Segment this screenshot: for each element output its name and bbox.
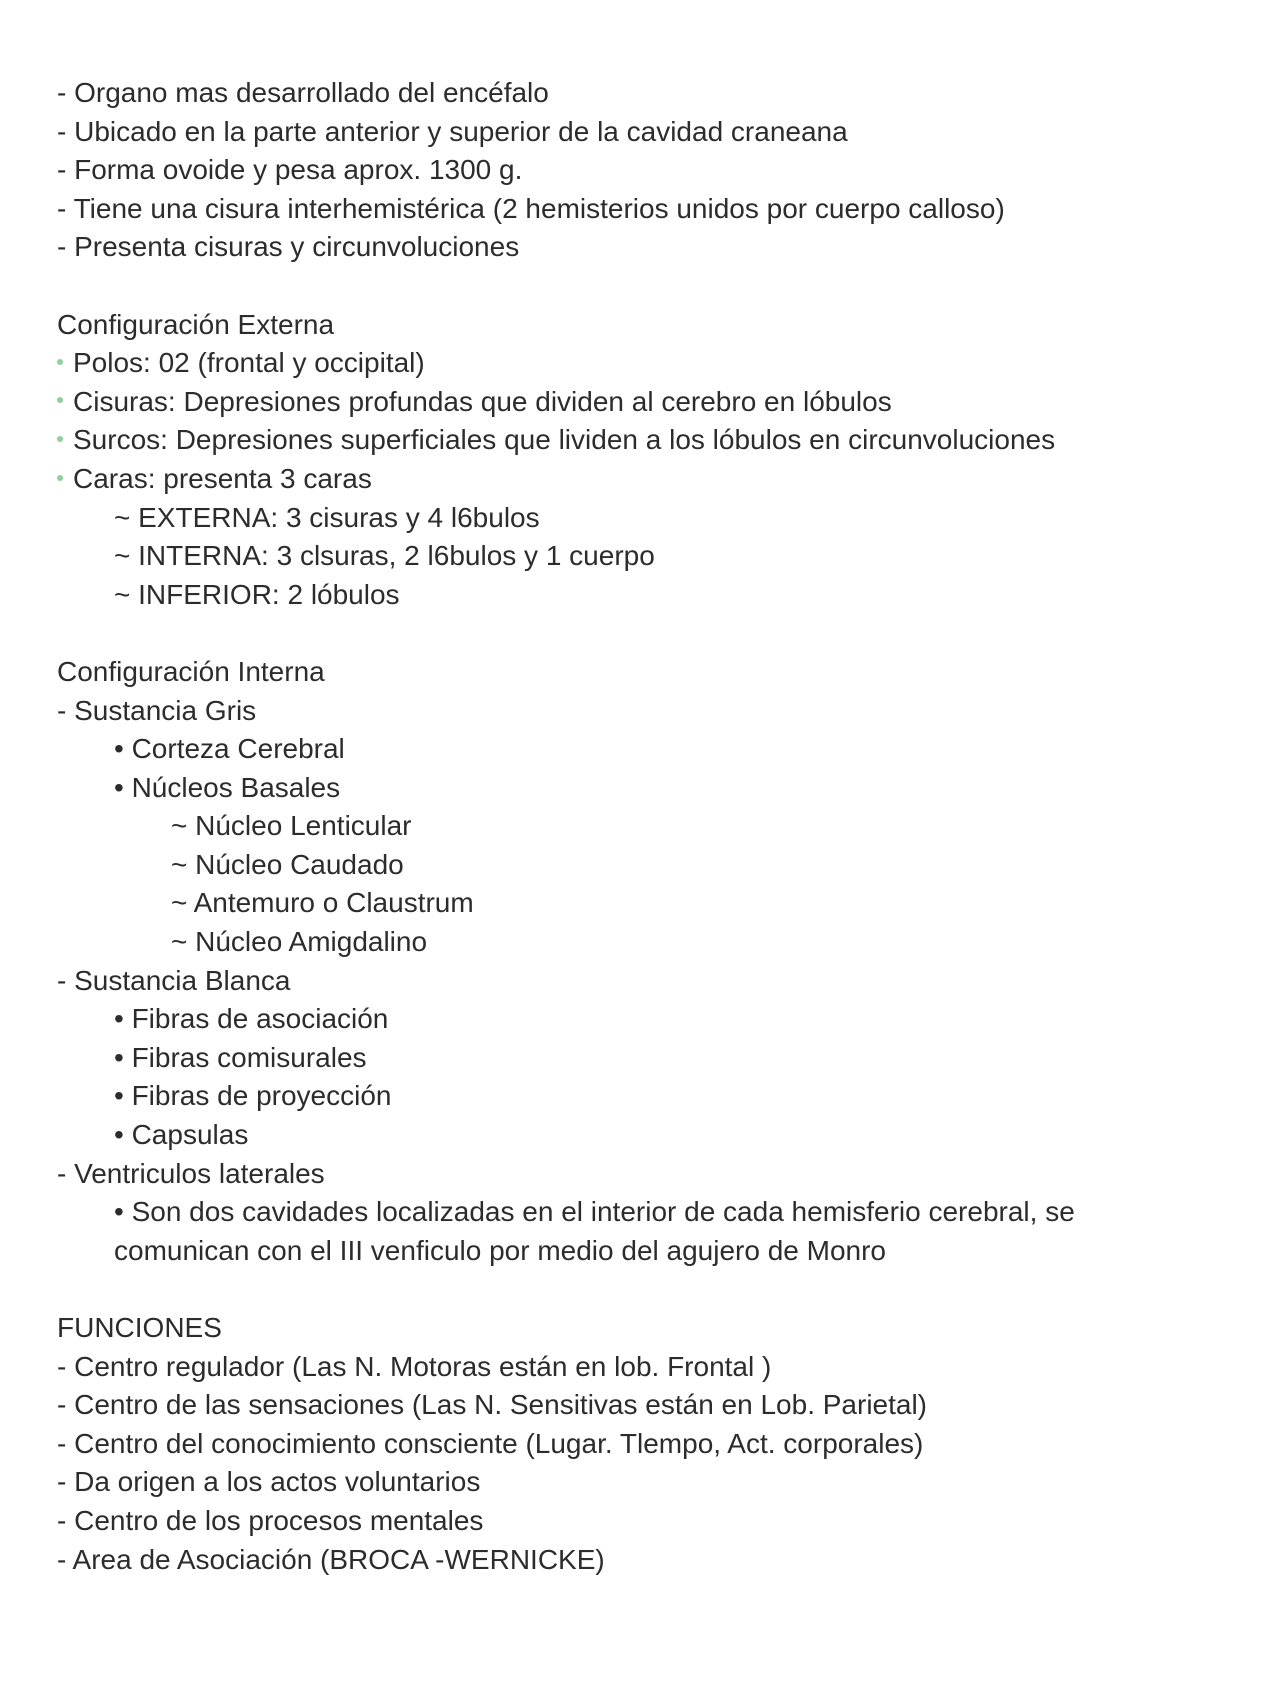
nucleo-item: ~ Antemuro o Claustrum bbox=[171, 887, 474, 919]
fibra-item: • Fibras de asociación bbox=[114, 1003, 389, 1035]
externa-bullet bbox=[57, 344, 1280, 383]
funcion-item: - Area de Asociación (BROCA -WERNICKE) bbox=[57, 1543, 605, 1575]
configuracion-interna-section bbox=[57, 653, 1280, 1271]
bullet-dot-icon bbox=[57, 475, 63, 481]
spacer bbox=[57, 614, 1280, 653]
funcion-item: - Centro regulador (Las N. Motoras están en lob. Frontal ) bbox=[57, 1350, 772, 1382]
nucleos-basales-item: • Núcleos Basales bbox=[114, 771, 341, 803]
sustancia-gris-label: - Sustancia Gris bbox=[57, 694, 257, 726]
ventriculos-label: - Ventriculos laterales bbox=[57, 1157, 325, 1189]
spacer bbox=[57, 267, 1280, 306]
funcion-item: - Centro del conocimiento consciente (Lugar. Tlempo, Act. corporales) bbox=[57, 1427, 924, 1459]
externa-bullet bbox=[57, 460, 1280, 499]
funcion-item: - Da origen a los actos voluntarios bbox=[57, 1466, 481, 1498]
spacer bbox=[57, 1270, 1280, 1309]
bullet-dot-icon bbox=[57, 359, 63, 365]
externa-bullet bbox=[57, 421, 1280, 460]
sustancia-blanca-label: - Sustancia Blanca bbox=[57, 964, 291, 996]
fibra-item: • Fibras de proyección bbox=[114, 1080, 392, 1112]
intro-item: - Tiene una cisura interhemistérica (2 hemisterios unidos por cuerpo calloso) bbox=[57, 192, 1005, 224]
fibra-item: • Fibras comisurales bbox=[114, 1041, 367, 1073]
cara-item: ~ INFERIOR: 2 lóbulos bbox=[114, 578, 400, 610]
intro-item: - Presenta cisuras y circunvoluciones bbox=[57, 231, 520, 263]
nucleo-item: ~ Núcleo Caudado bbox=[171, 848, 404, 880]
nucleo-item: ~ Núcleo Lenticular bbox=[171, 810, 412, 842]
bullet-dot-icon bbox=[57, 397, 63, 403]
corteza-cerebral-item: • Corteza Cerebral bbox=[114, 733, 345, 765]
section-heading: Configuración Interna bbox=[57, 655, 325, 687]
bullet-dot-icon bbox=[57, 436, 63, 442]
intro-item: - Forma ovoide y pesa aprox. 1300 g. bbox=[57, 154, 523, 186]
section-heading: FUNCIONES bbox=[57, 1312, 222, 1343]
intro-item: - Organo mas desarrollado del encéfalo bbox=[57, 77, 549, 108]
intro-list bbox=[57, 74, 1280, 267]
externa-bullet bbox=[57, 383, 1280, 422]
funcion-item: - Centro de las sensaciones (Las N. Sensitivas están en Lob. Parietal) bbox=[57, 1389, 928, 1421]
nucleo-item: ~ Núcleo Amigdalino bbox=[171, 926, 428, 958]
section-heading: Configuración Externa bbox=[57, 308, 335, 340]
cara-item: ~ EXTERNA: 3 cisuras y 4 l6bulos bbox=[114, 501, 540, 533]
externa-bullet-text: Polos: 02 (frontal y occipital) bbox=[73, 347, 425, 379]
cara-item: ~ INTERNA: 3 clsuras, 2 l6bulos y 1 cuerpo bbox=[114, 540, 655, 572]
funciones-section bbox=[57, 1309, 1280, 1579]
externa-bullet-text: Cisuras: Depresiones profundas que dividen al cerebro en lóbulos bbox=[73, 385, 892, 417]
ventriculos-description-cont: comunican con el III venficulo por medio del agujero de Monro bbox=[114, 1234, 886, 1266]
externa-bullet-text: Surcos: Depresiones superficiales que lividen a los lóbulos en circunvoluciones bbox=[73, 424, 1056, 456]
funcion-item: - Centro de los procesos mentales bbox=[57, 1504, 484, 1536]
fibra-item: • Capsulas bbox=[114, 1119, 249, 1151]
ventriculos-description: • Son dos cavidades localizadas en el interior de cada hemisferio cerebral, se bbox=[114, 1196, 1075, 1228]
externa-bullet-text: Caras: presenta 3 caras bbox=[73, 462, 372, 494]
configuracion-externa-section bbox=[57, 306, 1280, 615]
intro-item: - Ubicado en la parte anterior y superior de la cavidad craneana bbox=[57, 115, 848, 147]
